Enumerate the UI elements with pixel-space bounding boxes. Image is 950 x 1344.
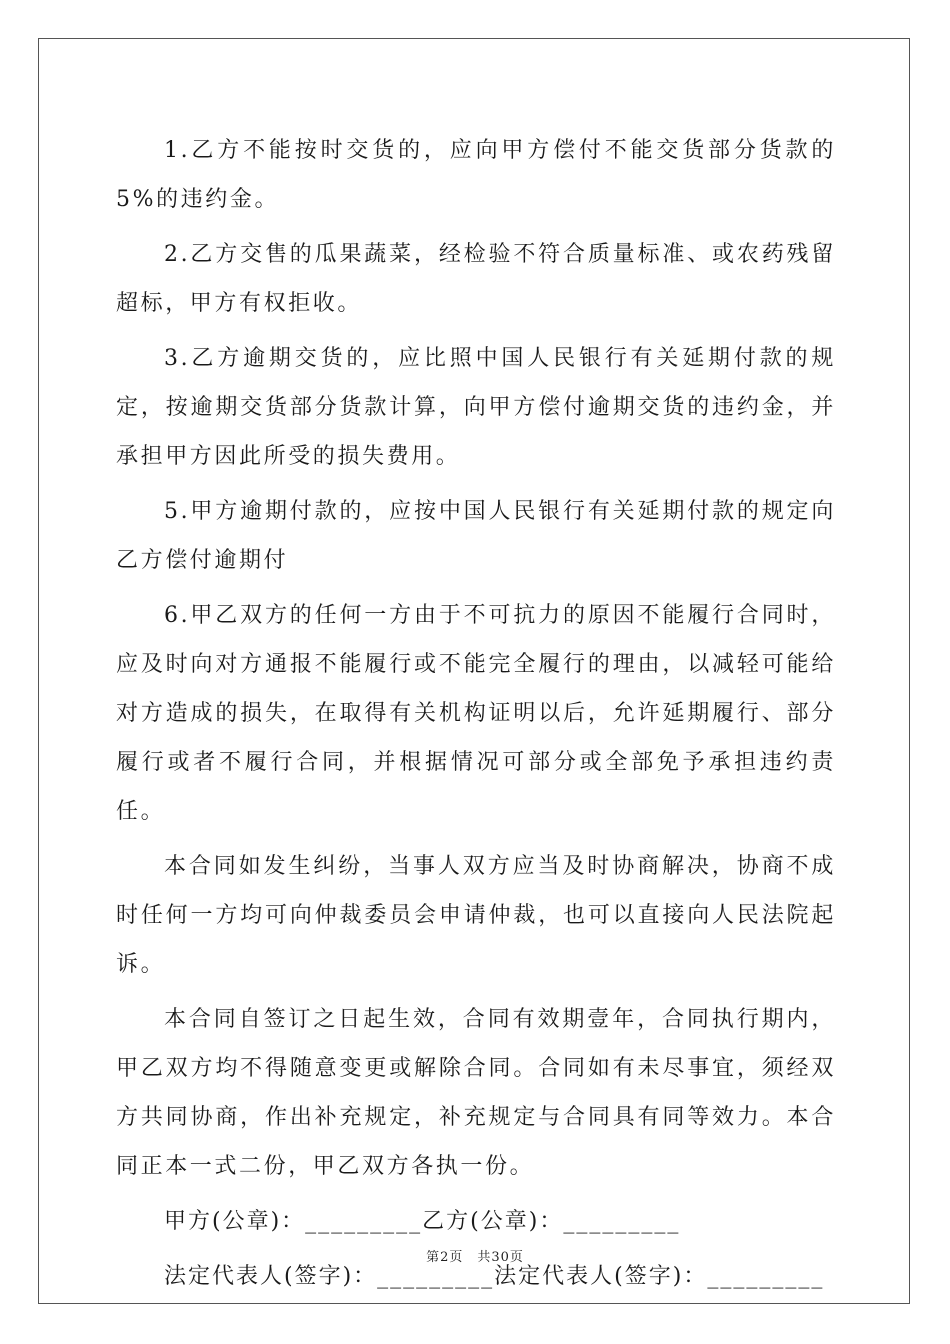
dispute-clause: 本合同如发生纠纷，当事人双方应当及时协商解决，协商不成时任何一方均可向仲裁委员会申请仲裁，也可以直接向人民法院起诉。 [116,854,836,977]
clause-1: 1.乙方不能按时交货的，应向甲方偿付不能交货部分货款的5%的违约金。 [116,138,836,212]
document-body [116,126,836,1307]
clause-2: 2.乙方交售的瓜果蔬菜，经检验不符合质量标准、或农药残留超标，甲方有权拒收。 [116,242,836,316]
representative-signature-line: 法定代表人(签字)：_________法定代表人(签字)：_________ [164,1264,825,1289]
clause-6: 6.甲乙双方的任何一方由于不可抗力的原因不能履行合同时，应及时向对方通报不能履行或不能完全履行的理由，以减轻可能给对方造成的损失，在取得有关机构证明以后，允许延期履行、部分履行或者不履行合同，并根据情况可部分或全部免予承担违约责任。 [116,603,836,824]
validity-clause: 本合同自签订之日起生效，合同有效期壹年，合同执行期内，甲乙双方均不得随意变更或解除合同。合同如有未尽事宜，须经双方共同协商，作出补充规定，补充规定与合同具有同等效力。本合同正本一式二份，甲乙双方各执一份。 [116,1007,836,1179]
clause-5: 5.甲方逾期付款的，应按中国人民银行有关延期付款的规定向乙方偿付逾期付 [116,499,836,573]
clause-3: 3.乙方逾期交货的，应比照中国人民银行有关延期付款的规定，按逾期交货部分货款计算，向甲方偿付逾期交货的违约金，并承担甲方因此所受的损失费用。 [116,346,836,469]
page-number: 第2页 共30页 [426,1250,524,1265]
party-seal-line: 甲方(公章)：_________乙方(公章)：_________ [164,1209,681,1234]
